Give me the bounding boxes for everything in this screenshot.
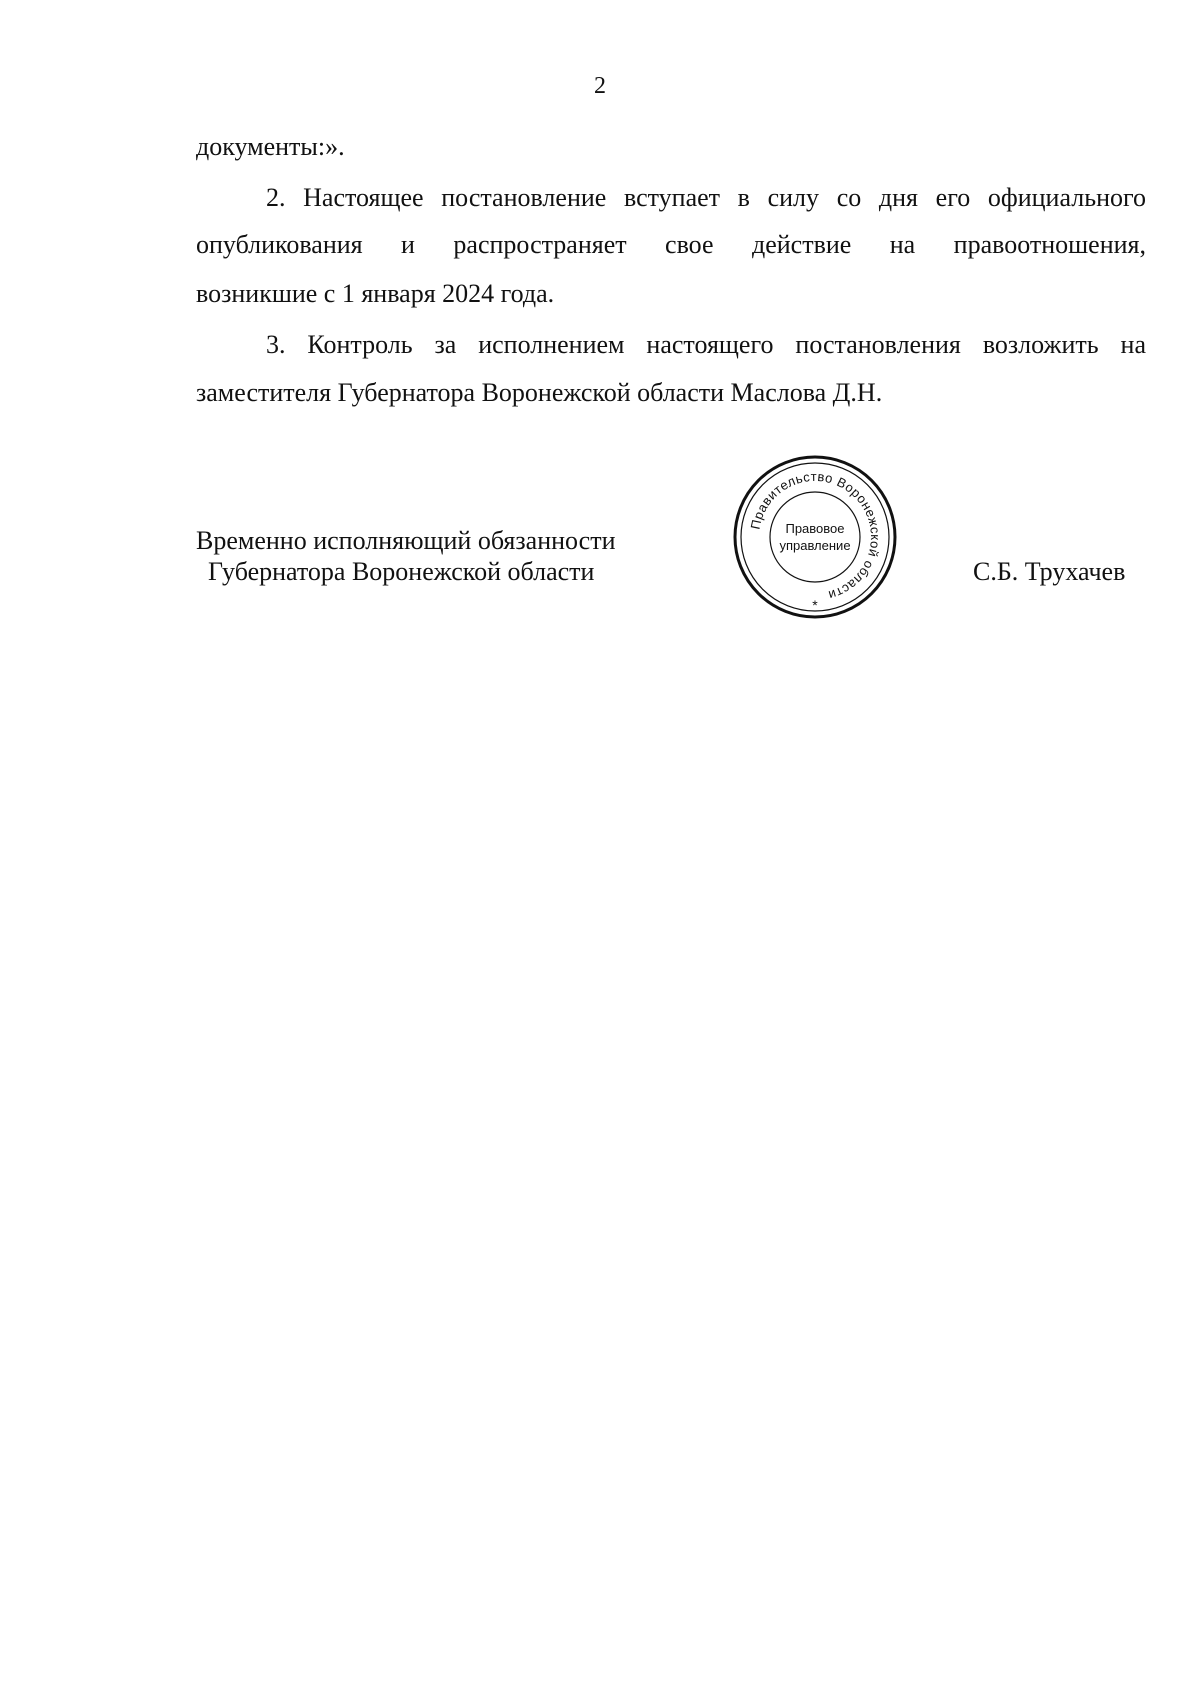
paragraph-2-line-1: 2. Настоящее постановление вступает в силу со дня его официального [266, 183, 1146, 212]
page-number: 2 [594, 73, 606, 99]
stamp-inner-ring [770, 492, 860, 582]
paragraph-3-line-2: заместителя Губернатора Воронежской области Маслова Д.Н. [196, 378, 883, 407]
stamp-inner-text-2: управление [779, 538, 851, 553]
paragraph-2-line-3: возникшие с 1 января 2024 года. [196, 279, 555, 308]
stamp-star: * [812, 597, 818, 613]
stamp-inner-text-1: Правовое [785, 521, 845, 536]
paragraph-3-line-1: 3. Контроль за исполнением настоящего постановления возложить на [266, 330, 1146, 359]
signer-name: С.Б. Трухачев [973, 557, 1126, 586]
signer-title-line-2: Губернатора Воронежской области [208, 557, 595, 586]
stamp-ring [741, 463, 889, 611]
paragraph-line-1: документы:». [196, 132, 345, 161]
stamp-outer-text: Правительство Воронежской области [747, 468, 884, 604]
paragraph-2-line-2: опубликования и распространяет свое действие на правоотношения, [196, 230, 1146, 259]
official-stamp [730, 452, 900, 622]
signer-title-line-1: Временно исполняющий обязанности [196, 526, 616, 555]
